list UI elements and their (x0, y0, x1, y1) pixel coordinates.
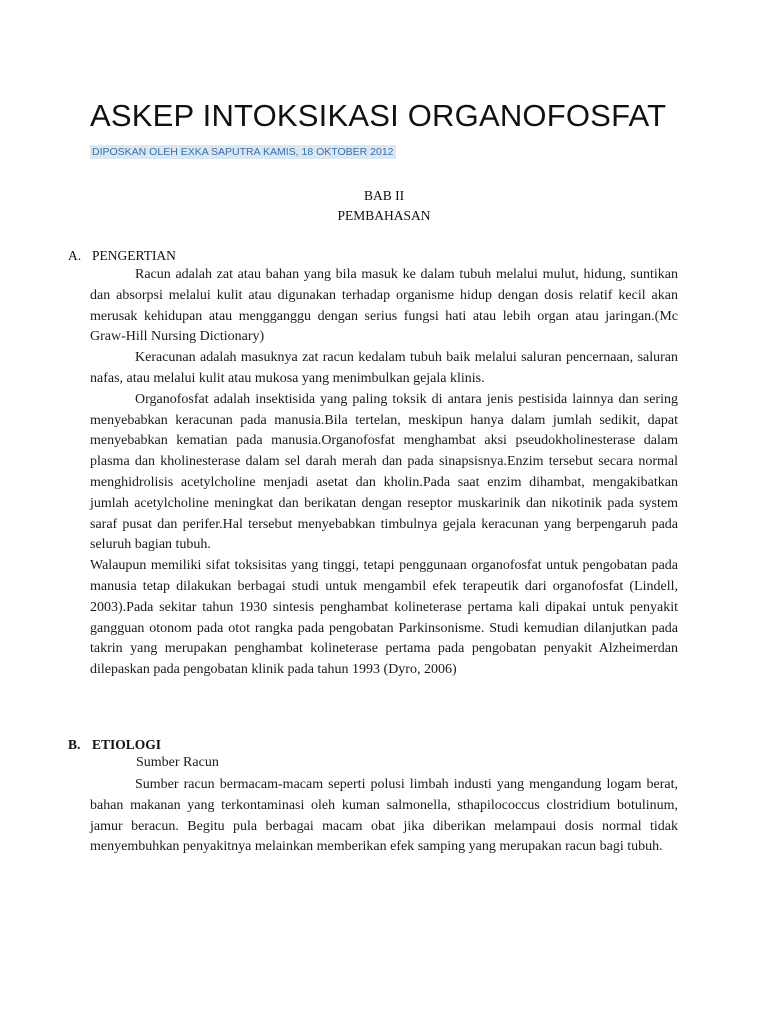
chapter-title: PEMBAHASAN (337, 208, 431, 223)
paragraph: Keracunan adalah masuknya zat racun kedalam tubuh baik melalui saluran pencernaan, saluran nafas, atau melalui kulit atau mukosa yang menimbulkan gejala klinis. (90, 350, 678, 386)
paragraph: Racun adalah zat atau bahan yang bila masuk ke dalam tubuh melalui mulut, hidung, suntikan dan absorpsi melalui kulit atau digunakan terhadap organisme hidup dengan dosis relatif kecil akan merusak kehidupan atau mengganggu dengan serius fungsi hati atau lebih organ atau jaringan.(Mc Graw-Hill Nursing Dictionary) (90, 267, 678, 345)
paragraph: Organofosfat adalah insektisida yang paling toksik di antara jenis pestisida lainnya dan sering menyebabkan keracunan pada manusia.Bila tertelan, meskipun hanya dalam jumlah sedikit, dapat menyebabkan kematian pada manusia.Organofosfat menghambat aksi pseudokholinesterase dalam plasma dan kholinesterase dalam sel darah merah dan pada sinapsisnya.Enzim tersebut secara normal menghidrolisis acetylcholine menjadi asetat dan kholin.Pada saat enzim dihambat, mengakibatkan jumlah acetylcholine meningkat dan berikatan dengan reseptor muskarinik dan nikotinik pada system saraf pusat dan perifer.Hal tersebut menyebabkan timbulnya gejala keracunan yang berpengaruh pada seluruh bagian tubuh. (90, 391, 678, 553)
section-b-letter: B. (68, 737, 81, 752)
section-b-heading (68, 737, 161, 753)
section-a-title: PENGERTIAN (92, 248, 176, 263)
section-a-body (90, 265, 678, 681)
paragraph: Walaupun memiliki sifat toksisitas yang tinggi, tetapi penggunaan organofosfat untuk pengobatan pada manusia tetap dilakukan berbagai studi untuk mengambil efek terapeutik dari organofosfat (Lindell, 2003).Pada sekitar tahun 1930 sintesis penghambat kolineterase pertama kali dipakai untuk penyakit gangguan otonom pada otot rangka pada pengobatan Parkinsonisme. Studi kemudian dilanjutkan pada takrin yang merupakan penghambat kolineterase pertama pada pengobatan penyakit Alzheimerdan dilepaskan pada pengobatan klinik pada tahun 1993 (Dyro, 2006) (90, 558, 678, 678)
chapter-number: BAB II (363, 188, 405, 203)
section-b-title: ETIOLOGI (92, 737, 162, 752)
section-b-body (90, 775, 678, 858)
paragraph: Sumber racun bermacam-macam seperti polusi limbah industi yang mengandung logam berat, bahan makanan yang terkontaminasi oleh kuman salmonella, sthapilococcus clostridium botulinum, jamur beracun. Begitu pula berbagai macam obat jika diberikan melampaui dosis normal tidak menyembuhkan penyakitnya melainkan memberikan efek samping yang merupakan racun bagi tubuh. (90, 777, 678, 855)
document-title: ASKEP INTOKSIKASI ORGANOFOSFAT (90, 98, 667, 133)
section-a-letter: A. (68, 248, 82, 263)
section-a-heading (68, 248, 176, 264)
section-b-subheading: Sumber Racun (136, 755, 219, 770)
post-meta-link[interactable]: DIPOSKAN OLEH EXKA SAPUTRA KAMIS, 18 OKTOBER 2012 (92, 146, 394, 158)
